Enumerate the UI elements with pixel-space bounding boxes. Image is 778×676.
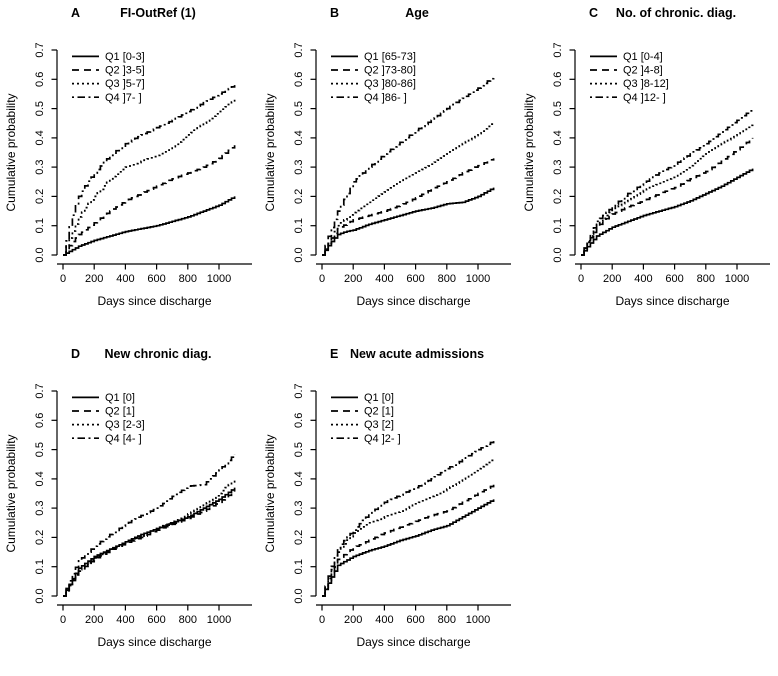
x-tick-label: 800: [696, 273, 715, 285]
x-tick-label: 400: [116, 273, 135, 285]
legend-item-label: Q1 [0]: [105, 392, 135, 404]
panel-b-chart: [259, 0, 518, 335]
panel-title-letter: E: [330, 347, 339, 361]
legend-item-label: Q3 [2]: [364, 419, 394, 432]
y-tick-label: 0.5: [293, 441, 305, 458]
x-tick-label: 400: [116, 614, 135, 626]
panel-b: [259, 0, 518, 335]
y-tick-label: 0.1: [293, 559, 305, 575]
x-tick-label: 1000: [724, 273, 750, 285]
y-tick-label: 0.2: [34, 529, 46, 546]
x-axis-label: Days since discharge: [97, 635, 212, 649]
y-tick-label: 0.6: [293, 71, 305, 87]
legend-item-label: Q4 ]86- ]: [364, 91, 407, 104]
y-tick-label: 0.1: [34, 218, 46, 234]
panel-title-letter: B: [330, 6, 340, 20]
y-tick-label: 0.7: [293, 42, 305, 58]
legend-item-label: Q4 ]2- ]: [364, 432, 401, 445]
y-tick-label: 0.4: [552, 130, 564, 146]
x-tick-label: 600: [406, 273, 425, 285]
y-tick-label: 0.0: [34, 247, 46, 263]
panel-title: No. of chronic. diag.: [615, 6, 737, 20]
x-tick-label: 200: [344, 273, 363, 285]
x-axis-label: Days since discharge: [97, 294, 212, 308]
x-tick-label: 400: [375, 614, 394, 626]
curve-q2: [581, 138, 753, 255]
y-tick-label: 0.3: [293, 500, 305, 516]
x-tick-label: 1000: [465, 614, 491, 626]
legend-item-label: Q1 [0-4]: [623, 51, 663, 63]
x-tick-label: 800: [178, 614, 197, 626]
y-tick-label: 0.7: [552, 42, 564, 58]
curve-q4: [322, 76, 494, 255]
curve-q3: [581, 123, 753, 255]
y-tick-label: 0.5: [34, 100, 46, 117]
y-tick-label: 0.1: [34, 559, 46, 575]
y-tick-label: 0.1: [293, 218, 305, 234]
panel-c-chart: [518, 0, 777, 335]
y-tick-label: 0.4: [293, 471, 305, 487]
y-tick-label: 0.0: [34, 588, 46, 604]
x-axis-label: Days since discharge: [356, 635, 471, 649]
x-tick-label: 200: [85, 614, 104, 626]
x-tick-label: 0: [318, 614, 326, 626]
legend-item-label: Q2 [1]: [364, 405, 394, 418]
x-tick-label: 600: [147, 614, 166, 626]
x-tick-label: 0: [318, 273, 326, 285]
y-tick-label: 0.3: [34, 159, 46, 175]
x-axis-label: Days since discharge: [615, 294, 730, 308]
x-tick-label: 800: [437, 273, 456, 285]
y-tick-label: 0.7: [34, 42, 46, 58]
x-tick-label: 1000: [206, 614, 232, 626]
panel-c: [518, 0, 778, 335]
x-tick-label: 400: [375, 273, 394, 285]
legend-item-label: Q3 ]5-7]: [105, 78, 145, 91]
y-tick-label: 0.1: [552, 218, 564, 234]
x-tick-label: 1000: [206, 273, 232, 285]
y-tick-label: 0.5: [293, 100, 305, 117]
y-axis-label: Cumulative probability: [263, 93, 277, 212]
legend-item-label: Q3 ]80-86]: [364, 78, 416, 91]
y-axis-label: Cumulative probability: [4, 93, 18, 212]
y-tick-label: 0.2: [293, 188, 305, 205]
curve-q1: [322, 188, 494, 255]
y-tick-label: 0.6: [293, 412, 305, 428]
x-tick-label: 200: [603, 273, 622, 285]
panel-title-letter: D: [71, 347, 81, 361]
curve-q2: [322, 158, 494, 255]
y-tick-label: 0.7: [34, 383, 46, 399]
y-tick-label: 0.3: [293, 159, 305, 175]
panel-row-bottom: [0, 335, 778, 671]
legend-item-label: Q3 ]8-12]: [623, 78, 669, 91]
y-tick-label: 0.4: [34, 130, 46, 146]
panel-e-chart: [259, 341, 518, 676]
legend-item-label: Q4 ]12- ]: [623, 91, 666, 104]
curve-q1: [63, 488, 235, 596]
legend-item-label: Q4 ]7- ]: [105, 91, 142, 104]
y-axis-label: Cumulative probability: [4, 434, 18, 553]
x-tick-label: 600: [406, 614, 425, 626]
legend-item-label: Q4 [4- ]: [105, 432, 142, 445]
panel-a: [0, 0, 259, 335]
panel-title-letter: C: [589, 6, 599, 20]
curve-q3: [63, 479, 235, 596]
y-tick-label: 0.7: [293, 383, 305, 399]
x-tick-label: 1000: [465, 273, 491, 285]
x-tick-label: 0: [59, 614, 67, 626]
panel-row-top: [0, 0, 778, 335]
panel-title: New acute admissions: [349, 347, 485, 361]
panel-e: [259, 335, 518, 671]
x-tick-label: 600: [665, 273, 684, 285]
y-tick-label: 0.6: [34, 71, 46, 87]
y-tick-label: 0.2: [293, 529, 305, 546]
panel-d: [0, 335, 259, 671]
panel-title-letter: A: [71, 6, 81, 20]
x-tick-label: 600: [147, 273, 166, 285]
legend-item-label: Q2 [1]: [105, 405, 135, 418]
panel-a-chart: [0, 0, 259, 335]
x-tick-label: 800: [437, 614, 456, 626]
y-tick-label: 0.2: [34, 188, 46, 205]
curve-q3: [322, 458, 494, 596]
curve-q4: [322, 441, 494, 596]
x-tick-label: 800: [178, 273, 197, 285]
y-axis-label: Cumulative probability: [522, 93, 536, 212]
panel-title: FI-OutRef (1): [120, 6, 196, 20]
y-tick-label: 0.6: [552, 71, 564, 87]
y-tick-label: 0.3: [552, 159, 564, 175]
y-tick-label: 0.2: [552, 188, 564, 205]
curve-q3: [322, 122, 494, 255]
y-tick-label: 0.0: [293, 588, 305, 604]
curve-q2: [63, 145, 235, 255]
x-tick-label: 0: [577, 273, 585, 285]
x-tick-label: 200: [344, 614, 363, 626]
empty-cell: [518, 335, 778, 671]
curve-q1: [322, 499, 494, 596]
panel-d-chart: [0, 341, 259, 676]
y-tick-label: 0.5: [34, 441, 46, 458]
y-axis-label: Cumulative probability: [263, 434, 277, 553]
x-tick-label: 400: [634, 273, 653, 285]
y-tick-label: 0.5: [552, 100, 564, 117]
panel-title: Age: [405, 6, 429, 20]
y-tick-label: 0.0: [293, 247, 305, 263]
x-axis-label: Days since discharge: [356, 294, 471, 308]
curve-q3: [63, 100, 235, 255]
y-tick-label: 0.0: [552, 247, 564, 263]
legend-item-label: Q1 [0]: [364, 392, 394, 404]
x-tick-label: 200: [85, 273, 104, 285]
legend-item-label: Q3 [2-3]: [105, 419, 145, 432]
legend-item-label: Q2 ]3-5]: [105, 64, 145, 77]
y-tick-label: 0.4: [293, 130, 305, 146]
legend-item-label: Q2 ]4-8]: [623, 64, 663, 77]
curve-q1: [581, 169, 753, 255]
y-tick-label: 0.6: [34, 412, 46, 428]
panel-title: New chronic diag.: [104, 347, 212, 361]
legend-item-label: Q1 [65-73]: [364, 51, 416, 63]
curve-q1: [63, 196, 235, 255]
legend-item-label: Q1 [0-3]: [105, 51, 145, 63]
legend-item-label: Q2 ]73-80]: [364, 64, 416, 77]
y-tick-label: 0.3: [34, 500, 46, 516]
curve-q4: [63, 454, 235, 596]
x-tick-label: 0: [59, 273, 67, 285]
y-tick-label: 0.4: [34, 471, 46, 487]
